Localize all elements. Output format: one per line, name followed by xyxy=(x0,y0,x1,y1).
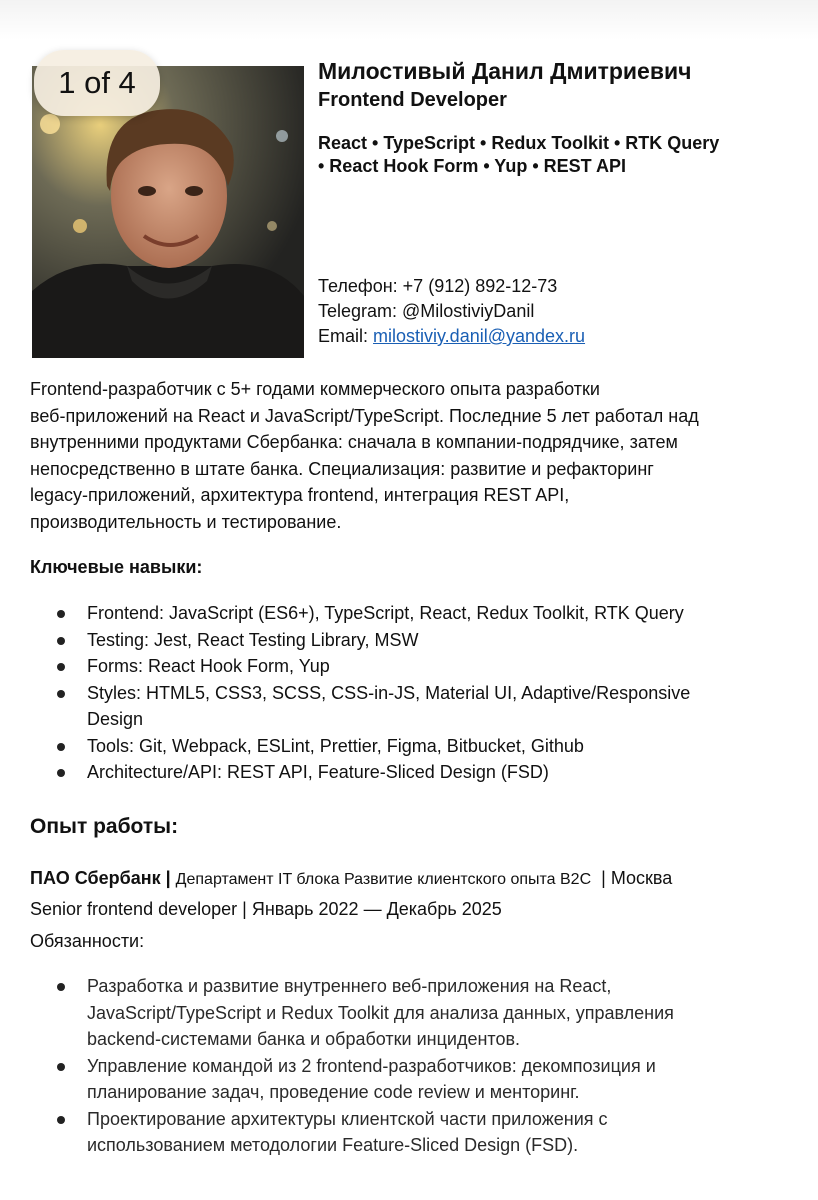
tech-stack xyxy=(318,132,798,178)
duty-line: backend-системами банка и обработки инцидентов. xyxy=(87,1029,521,1049)
summary-line: legacy-приложений, архитектура frontend, интеграция REST API, xyxy=(30,485,570,505)
contact-email-row xyxy=(318,324,585,349)
duty-line: Управление командой из 2 frontend-разработчиков: декомпозиция и xyxy=(87,1055,656,1076)
skills-list xyxy=(30,600,800,786)
bullet-icon xyxy=(57,1116,65,1124)
bullet-icon xyxy=(57,610,65,618)
list-item xyxy=(30,600,800,627)
list-item xyxy=(30,973,800,1053)
duties-list xyxy=(30,973,800,1159)
skill-text: Testing: Jest, React Testing Library, MSW xyxy=(87,629,419,650)
job-department: Департамент IT блока Развитие клиентского опыта B2C xyxy=(175,871,592,888)
summary-paragraph xyxy=(30,376,790,535)
duty-line: Проектирование архитектуры клиентской части приложения с xyxy=(87,1108,608,1129)
bullet-icon xyxy=(57,637,65,645)
duty-line: планирование задач, проведение code review и менторинг. xyxy=(87,1082,580,1102)
page-counter xyxy=(34,50,160,116)
skill-text: Frontend: JavaScript (ES6+), TypeScript, React, Redux Toolkit, RTK Query xyxy=(87,603,684,623)
tech-stack-line: React • TypeScript • Redux Toolkit • RTK Query xyxy=(318,133,720,153)
job-company: ПАО Сбербанк | xyxy=(30,868,176,888)
contact-telegram: Telegram: @MilostiviyDanil xyxy=(318,301,535,321)
summary-line: непосредственно в штате банка. Специализация: развитие и рефакторинг xyxy=(30,458,654,479)
duty-line: использованием методологии Feature-Sliced Design (FSD). xyxy=(87,1135,579,1155)
skill-text: Forms: React Hook Form, Yup xyxy=(87,656,330,676)
job-city: | Москва xyxy=(591,868,673,888)
page-counter-label: 1 of 4 xyxy=(58,65,136,100)
bullet-icon xyxy=(57,690,65,698)
duties-label: Обязанности: xyxy=(30,931,145,951)
resume-header xyxy=(318,56,798,178)
bullet-icon xyxy=(57,663,65,671)
summary-line: Frontend-разработчик с 5+ годами коммерческого опыта разработки xyxy=(30,379,600,399)
list-item xyxy=(30,680,800,733)
skills-heading: Ключевые навыки: xyxy=(30,557,203,577)
email-link[interactable]: milostiviy.danil@yandex.ru xyxy=(373,326,586,346)
summary-line: производительность и тестирование. xyxy=(30,511,342,532)
job-company-line xyxy=(30,865,672,893)
list-item xyxy=(30,1053,800,1106)
list-item xyxy=(30,1106,800,1159)
summary-line: веб-приложений на React и JavaScript/TypeScript. Последние 5 лет работал над xyxy=(30,405,699,426)
skill-text: Styles: HTML5, CSS3, SCSS, CSS-in-JS, Material UI, Adaptive/Responsive xyxy=(87,682,691,703)
bullet-icon xyxy=(57,769,65,777)
summary-line: внутренними продуктами Сбербанка: сначала в компании-подрядчике, затем xyxy=(30,432,678,452)
list-item xyxy=(30,733,800,760)
bullet-icon xyxy=(57,743,65,751)
bullet-icon xyxy=(57,983,65,991)
candidate-role: Frontend Developer xyxy=(318,89,507,111)
experience-heading: Опыт работы: xyxy=(30,815,179,838)
skill-text: Tools: Git, Webpack, ESLint, Prettier, Figma, Bitbucket, Github xyxy=(87,735,584,756)
contacts-block xyxy=(318,274,585,349)
job-position: Senior frontend developer | Январь 2022 — Декабрь 2025 xyxy=(30,899,502,919)
candidate-name: Милостивый Данил Дмитриевич xyxy=(318,58,692,84)
contact-phone: Телефон: +7 (912) 892-12-73 xyxy=(318,276,558,296)
duty-line: JavaScript/TypeScript и Redux Toolkit для анализа данных, управления xyxy=(87,1002,674,1023)
duty-line: Разработка и развитие внутреннего веб-приложения на React, xyxy=(87,976,612,996)
list-item xyxy=(30,627,800,654)
skill-text-continued: Design xyxy=(87,709,144,729)
list-item xyxy=(30,759,800,786)
skill-text: Architecture/API: REST API, Feature-Sliced Design (FSD) xyxy=(87,762,549,782)
tech-stack-line: • React Hook Form • Yup • REST API xyxy=(318,156,626,176)
contact-email-label: Email: xyxy=(318,326,374,346)
list-item xyxy=(30,653,800,680)
bullet-icon xyxy=(57,1063,65,1071)
